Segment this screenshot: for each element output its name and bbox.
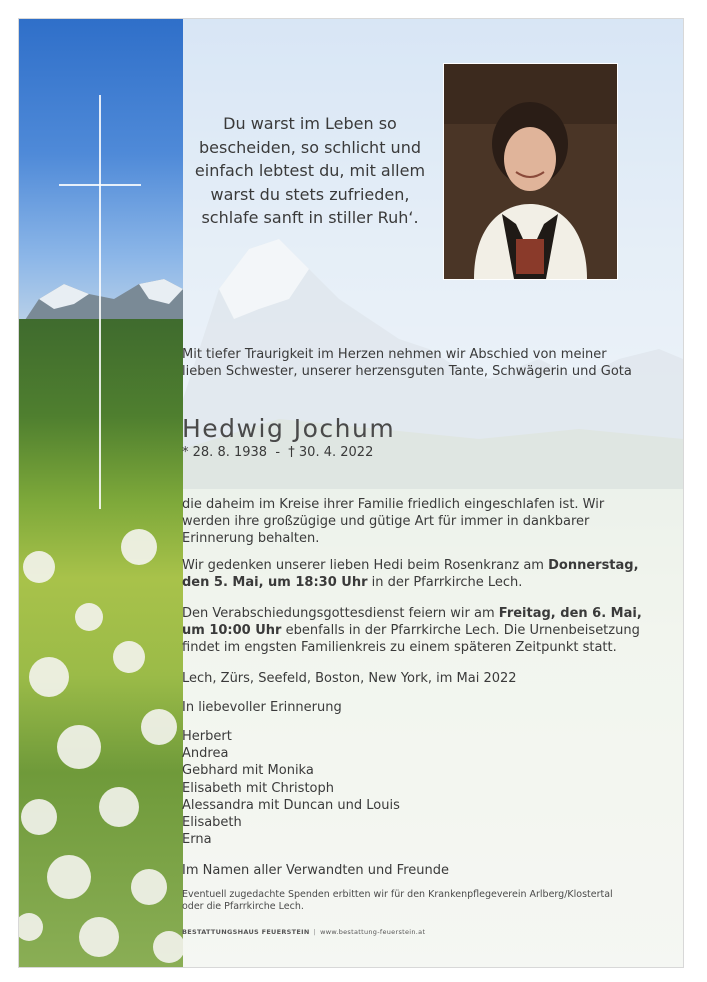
paragraph-passing (182, 496, 642, 547)
mourner-name: Herbert (182, 729, 232, 744)
mourner-name: Elisabeth mit Christoph (182, 780, 334, 796)
cross-horizontal (59, 184, 141, 186)
intro-line: Mit tiefer Traurigkeit im Herzen nehmen wir Abschied von meiner (182, 347, 607, 362)
poem (190, 112, 430, 230)
paragraph-line: findet im engsten Familienkreis zu einem späteren Zeitpunkt statt. (182, 640, 617, 655)
paragraph-line (182, 605, 642, 622)
mourner-name: Alessandra mit Duncan und Louis (182, 797, 400, 813)
poem-line: schlafe sanft in stiller Ruh‘. (201, 208, 419, 227)
service-day: Freitag, den 6. Mai, (498, 606, 642, 621)
cross-vertical (99, 95, 101, 509)
paragraph-rosary (182, 557, 642, 591)
mourner-name: Erna (182, 832, 212, 848)
poem-line: Du warst im Leben so (223, 114, 397, 133)
paragraph-line: die daheim im Kreise ihrer Familie friedlich eingeschlafen ist. Wir (182, 497, 605, 512)
mourner-name: Andrea (182, 746, 229, 762)
footer-separator: | (313, 928, 317, 936)
text-span: Den Verabschiedungsgottesdienst feiern wir am (182, 606, 499, 621)
paragraph-service (182, 605, 642, 656)
service-time: um 10:00 Uhr (182, 623, 282, 638)
donation-line: Eventuell zugedachte Spenden erbitten wir für den Krankenpflegeverein Arlberg/Klostertal (182, 889, 613, 900)
left-photo-strip (19, 19, 183, 967)
mourners-list (182, 728, 642, 848)
strip-flowers (19, 527, 183, 967)
donation-line: oder die Pfarrkirche Lech. (182, 901, 304, 912)
portrait-photo (443, 63, 618, 280)
paragraph-line (182, 622, 642, 639)
deceased-dates: * 28. 8. 1938 - † 30. 4. 2022 (182, 445, 374, 460)
funeral-home-website[interactable]: www.bestattung-feuerstein.at (320, 928, 426, 936)
family-line: Im Namen aller Verwandten und Freunde (182, 863, 449, 878)
poem-line: einfach lebtest du, mit allem (194, 161, 426, 180)
paragraph-line (182, 557, 642, 574)
text-span: ebenfalls in der Pfarrkirche Lech. Die Urnenbeisetzung (281, 623, 640, 638)
text-span: Wir gedenken unserer lieben Hedi beim Rosenkranz am (182, 558, 549, 573)
intro-line: lieben Schwester, unserer herzensguten Tante, Schwägerin und Gota (182, 364, 632, 379)
intro-text (182, 346, 642, 380)
poem-line: bescheiden, so schlicht und (199, 137, 421, 157)
donation-note (182, 889, 652, 913)
place-date: Lech, Zürs, Seefeld, Boston, New York, im Mai 2022 (182, 671, 517, 686)
poem-line: warst du stets zufrieden, (210, 184, 410, 204)
deceased-name: Hedwig Jochum (182, 414, 396, 443)
paragraph-line: Erinnerung behalten. (182, 531, 320, 546)
mourner-name: Gebhard mit Monika (182, 763, 314, 779)
memory-line: In liebevoller Erinnerung (182, 700, 342, 715)
paragraph-line (182, 574, 642, 591)
funeral-home-name: BESTATTUNGSHAUS FEUERSTEIN (182, 928, 310, 936)
text-span: in der Pfarrkirche Lech. (367, 575, 523, 590)
portrait-image (444, 64, 617, 279)
rosary-time: den 5. Mai, um 18:30 Uhr (182, 575, 368, 590)
mourner-name: Elisabeth (182, 815, 242, 831)
paragraph-line: werden ihre großzügige und gütige Art für immer in dankbarer (182, 514, 590, 529)
footer (182, 928, 425, 936)
rosary-day: Donnerstag, (548, 558, 639, 573)
